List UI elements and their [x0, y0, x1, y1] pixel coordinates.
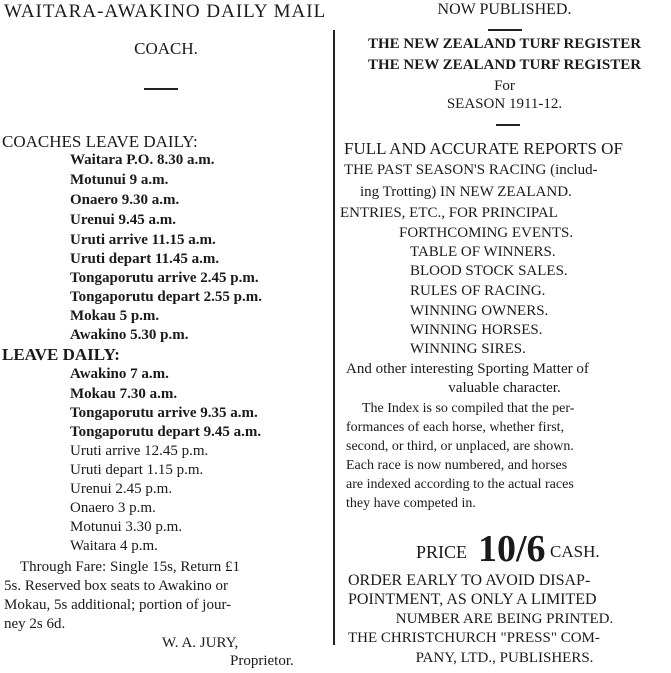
index-line: are indexed according to the actual races: [346, 477, 574, 492]
schedule-line: Waitara 4 p.m.: [70, 538, 158, 554]
left-column: [0, 0, 332, 673]
index-line: formances of each horse, whether first,: [346, 420, 565, 435]
schedule-line: Urenui 2.45 p.m.: [70, 481, 173, 497]
leave-heading: LEAVE DAILY:: [2, 345, 120, 364]
fare-line: Through Fare: Single 15s, Return £1: [20, 559, 240, 575]
contents-item: BLOOD STOCK SALES.: [410, 263, 568, 279]
right-column: [338, 0, 671, 673]
fare-line: 5s. Reserved box seats to Awakino or: [4, 578, 229, 594]
schedule-line: Mokau 7.30 a.m.: [70, 386, 178, 402]
schedule-line: Waitara P.O. 8.30 a.m.: [70, 152, 215, 168]
order-line: POINTMENT, AS ONLY A LIMITED: [348, 591, 597, 608]
reports-line: FULL AND ACCURATE REPORTS OF: [344, 139, 623, 158]
reports-line: FORTHCOMING EVENTS.: [399, 225, 574, 241]
register-heading: THE NEW ZEALAND TURF REGISTER: [367, 57, 642, 73]
signature-name: W. A. JURY,: [162, 635, 239, 651]
fare-line: ney 2s 6d.: [4, 616, 66, 632]
contents-item: WINNING HORSES.: [410, 322, 543, 338]
schedule-line: Uruti arrive 11.15 a.m.: [70, 232, 216, 248]
coach-subtitle: COACH.: [134, 39, 198, 58]
schedule-line: Motunui 9 a.m.: [70, 172, 169, 188]
other-line: And other interesting Sporting Matter of: [346, 361, 589, 377]
reports-line: THE PAST SEASON'S RACING (includ-: [344, 162, 598, 178]
order-line: ORDER EARLY TO AVOID DISAP-: [348, 572, 591, 589]
now-published: NOW PUBLISHED.: [437, 1, 572, 18]
for-text: For: [494, 78, 515, 94]
schedule-line: Uruti arrive 12.45 p.m.: [70, 443, 209, 459]
divider: [144, 88, 178, 90]
divider: [488, 29, 522, 31]
fare-line: Mokau, 5s additional; portion of jour-: [4, 597, 232, 613]
index-line: second, or third, or unplaced, are shown.: [346, 439, 574, 454]
contents-item: WINNING OWNERS.: [410, 303, 549, 319]
contents-item: WINNING SIRES.: [410, 341, 526, 357]
schedule-line: Awakino 5.30 p.m.: [70, 327, 189, 343]
divider: [496, 124, 520, 126]
register-heading: THE NEW ZEALAND TURF REGISTER: [367, 36, 642, 52]
schedule-line: Uruti depart 11.45 a.m.: [70, 251, 220, 267]
signature-title: Proprietor.: [230, 653, 294, 669]
other-line: valuable character.: [448, 380, 561, 396]
reports-line: ing Trotting) IN NEW ZEALAND.: [360, 184, 572, 200]
price-suffix: CASH.: [550, 542, 600, 561]
schedule-line: Tongaporutu depart 9.45 a.m.: [70, 424, 262, 440]
schedule-line: Onaero 3 p.m.: [70, 500, 156, 516]
schedule-line: Tongaporutu arrive 9.35 a.m.: [70, 405, 258, 421]
contents-item: RULES OF RACING.: [410, 283, 546, 299]
contents-item: TABLE OF WINNERS.: [410, 244, 556, 260]
reports-line: ENTRIES, ETC., FOR PRINCIPAL: [340, 205, 558, 221]
schedule-line: Motunui 3.30 p.m.: [70, 519, 183, 535]
column-divider: [333, 30, 335, 645]
coaches-heading: COACHES LEAVE DAILY:: [2, 132, 198, 151]
price-label: PRICE: [416, 542, 468, 562]
schedule-line: Awakino 7 a.m.: [70, 366, 169, 382]
season-text: SEASON 1911-12.: [446, 96, 563, 112]
schedule-line: Mokau 5 p.m.: [70, 308, 160, 324]
order-line: THE CHRISTCHURCH "PRESS" COM-: [348, 630, 600, 646]
index-line: they have competed in.: [346, 496, 476, 511]
coach-title: WAITARA-AWAKINO DAILY MAIL: [4, 1, 327, 22]
index-line: Each race is now numbered, and horses: [346, 458, 568, 473]
index-line: The Index is so compiled that the per-: [362, 401, 575, 416]
schedule-line: Onaero 9.30 a.m.: [70, 192, 180, 208]
schedule-line: Tongaporutu arrive 2.45 p.m.: [70, 270, 259, 286]
order-line: NUMBER ARE BEING PRINTED.: [395, 611, 614, 627]
order-line: PANY, LTD., PUBLISHERS.: [415, 650, 594, 666]
schedule-line: Uruti depart 1.15 p.m.: [70, 462, 204, 478]
price-value: 10/6: [478, 528, 546, 570]
schedule-line: Urenui 9.45 a.m.: [70, 212, 176, 228]
schedule-line: Tongaporutu depart 2.55 p.m.: [70, 289, 262, 305]
